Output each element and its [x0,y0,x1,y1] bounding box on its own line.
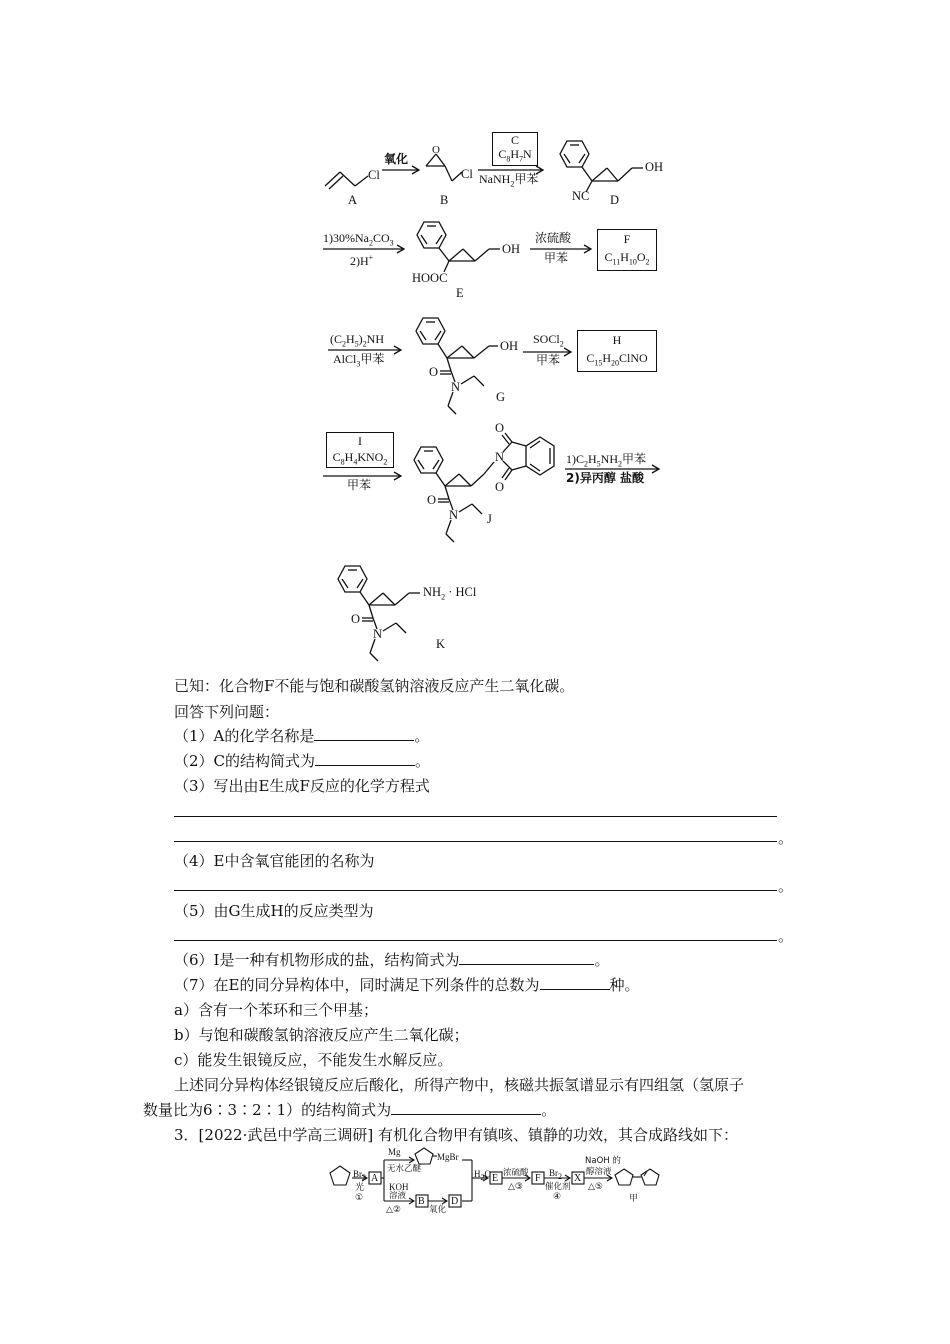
question-5-end: 。 [778,927,794,945]
route2-box-A: A [371,1173,379,1184]
label-B: B [440,193,449,207]
amine-hydrochloride-label: $NH_2$ · HCl [423,585,477,602]
route2-alcohol: 醇溶液 [586,1167,612,1177]
route2-br2b: $Br_2$ [549,1168,562,1181]
question-2-end: 。 [415,752,431,770]
route2-oxidation: 氧化 [429,1205,447,1215]
amide-nitrogen-J: N [449,508,459,522]
route2-catalyst: 催化剂 [545,1182,571,1192]
route2-koh: KOH [389,1182,409,1192]
hydroxyl-label-G: OH [500,339,519,353]
question-1-end: 。 [414,727,430,745]
question-4: （4）E中含氧官能团的名称为 [174,852,375,870]
arrow-1-reagent: 氧化 [384,152,409,166]
route2-ether: 无水乙醚 [387,1164,422,1174]
route2-step5: △⑤ [588,1182,603,1192]
paragraph-line-1: 上述同分异构体经银镜反应后酸化，所得产物中，核磁共振氢谱显示有四组氢（氢原子 [174,1076,745,1094]
question-4-end: 。 [778,877,794,895]
question-7-text: （7）在E的同分异构体中，同时满足下列条件的总数为 [174,976,540,994]
route2-water: $H_2O$ [474,1169,491,1182]
box-C-formula: $C_8H_7N$ [498,147,532,164]
box-F-formula: $C_{11}H_{10}O_2$ [604,250,650,267]
question-7-end: 种。 [609,976,640,994]
box-H-title: H [612,333,622,347]
route2-step1: ① [355,1193,364,1203]
imide-oxygen-2: O [495,480,505,494]
route2-br2: $Br_2$ [353,1169,366,1182]
question-3-heading: 3．[2022·武邑中学高三调研] 有机化合物甲有镇咳、镇静的功效，其合成路线如下： [174,1126,738,1144]
chlorine-label-1: Cl [368,168,380,182]
route2-step2: △② [386,1205,401,1215]
hydroxyl-label-D: OH [645,160,664,174]
box-I-formula: $C_8H_4KNO_2$ [332,450,388,467]
oxygen-label-epoxide: O [432,144,440,156]
amide-nitrogen-K: N [373,627,383,641]
imide-nitrogen: N [495,450,505,464]
chlorine-label-2: Cl [461,167,473,181]
question-2-text: （2）C的结构简式为 [174,752,316,770]
condition-c: c）能发生银镜反应，不能发生水解反应。 [174,1051,453,1069]
route2-mgbr: MgBr [437,1152,459,1162]
question-6-text: （6）I是一种有机物形成的盐，结构简式为 [174,951,460,969]
carbonyl-oxygen-K: O [351,612,361,626]
route2-box-B: B [418,1196,425,1207]
question-1-text: （1）A的化学名称是 [174,727,315,745]
route2-box-E: E [492,1173,499,1184]
box-F-title: F [623,232,631,246]
route2-step3: △③ [508,1182,523,1192]
condition-b: b）与饱和碳酸氢钠溶液反应产生二氧化碳； [174,1026,469,1044]
label-A: A [348,193,358,207]
carbonyl-oxygen-J: O [427,493,437,507]
amide-nitrogen-G: N [451,380,461,394]
row2-arrow2-solvent: 甲苯 [544,251,569,265]
known-condition: 已知：化合物F不能与饱和碳酸氢钠溶液反应产生二氧化碳。 [174,677,575,695]
arrow-2-reagent: NaNH$_2$甲苯 [479,172,539,189]
label-D: D [610,193,620,207]
row2-arrow-reagent-1: $1)30\%Na_2CO_3$ [323,231,394,248]
route2-box-D: D [451,1196,459,1207]
label-K: K [436,637,446,651]
row4-arrow2-reagent-2: 2)异丙醇 盐酸 [566,471,645,485]
question-5: （5）由G生成H的反应类型为 [174,902,374,920]
carbonyl-oxygen-G: O [429,365,439,379]
row4-arrow-solvent: 甲苯 [347,478,372,492]
route2-box-X: X [574,1173,582,1184]
question-6-end: 。 [594,951,610,969]
condition-a: a）含有一个苯环和三个甲基； [174,1001,378,1019]
row3-arrow-reagent: $(C_2H_5)_2NH$ [330,332,385,349]
question-3-end: 。 [778,829,794,847]
row3-arrow2-reagent: SOCl$_2$ [533,332,564,349]
carboxyl-label: HOOC [412,271,448,285]
paragraph-line-2-end: 。 [541,1101,557,1119]
nitrile-label: NC [572,189,590,203]
route2-light: 光 [355,1183,365,1193]
question-3: （3）写出由E生成F反应的化学方程式 [174,777,430,795]
row2-arrow2-reagent: 浓硫酸 [535,231,572,245]
imide-oxygen-1: O [495,421,505,435]
label-E: E [456,286,464,300]
route2-label-jia: 甲 [629,1194,639,1204]
row2-arrow-reagent-2: 2)H+ [350,253,374,268]
route2-step4: ④ [553,1192,562,1202]
route2-mg: Mg [388,1147,401,1157]
answer-prompt: 回答下列问题： [174,703,280,721]
label-G: G [496,390,506,404]
box-I-title: I [358,434,362,448]
row3-arrow2-solvent: 甲苯 [536,353,561,367]
row3-arrow-solvent: AlCl$_3$甲苯 [333,352,385,369]
route2-sulfuric: 浓硫酸 [503,1168,529,1178]
box-H-formula: $C_{15}H_{20}ClNO$ [586,351,648,368]
hydroxyl-label-E: OH [502,242,521,256]
paragraph-line-2-text: 数量比为6∶3∶2∶1）的结构简式为 [143,1101,392,1119]
label-J: J [487,512,492,526]
box-C-title: C [510,133,519,147]
route2-naoh: NaOH 的 [585,1156,621,1166]
route2-box-F: F [535,1173,541,1184]
row4-arrow2-reagent-1: $1)C_2H_5NH_2$甲苯 [566,452,647,469]
route2-solution: 溶液 [389,1191,407,1201]
